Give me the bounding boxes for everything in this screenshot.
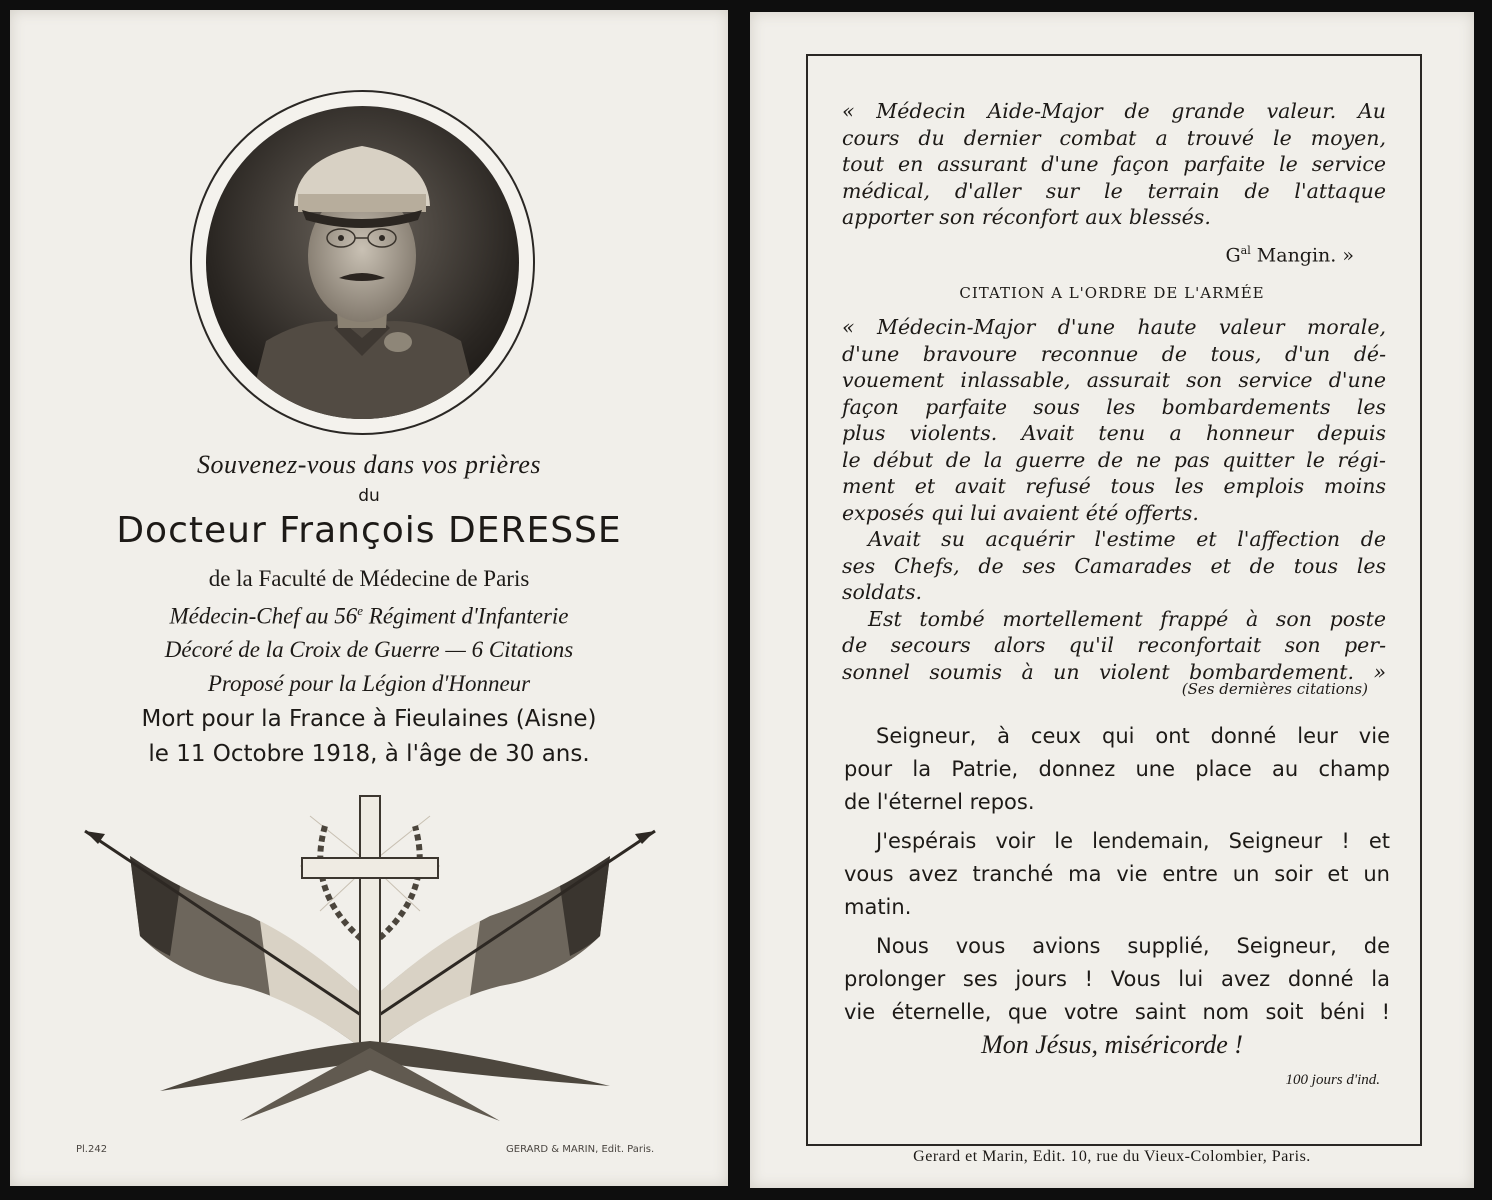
citation-line: plus violents. Avait tenu a honneur depuis — [842, 421, 1386, 445]
publisher-front: GERARD & MARIN, Edit. Paris. — [506, 1144, 655, 1155]
citation-line: « Médecin Aide-Major de grande valeur. Au — [842, 99, 1386, 123]
citation-line: « Médecin-Major d'une haute valeur morale, — [842, 315, 1386, 339]
citation-line: sonnel soumis à un violent bombardement. » — [842, 659, 1386, 684]
death-place-line: Mort pour la France à Fieulaines (Aisne) — [141, 706, 597, 732]
army-citation-heading: CITATION A L'ORDRE DE L'ARMÉE — [959, 284, 1265, 302]
citation-line: médical, d'aller sur le terrain de l'attaque — [842, 178, 1386, 203]
rank-line-suffix: Régiment d'Infanterie — [363, 603, 569, 629]
citation-line: ses Chefs, de ses Camarades et de tous les — [842, 553, 1386, 578]
citation-line: vouement inlassable, assurait son service d'une — [842, 368, 1386, 392]
citation-line: ment et avait refusé tous les emplois moins — [842, 474, 1386, 498]
indulgence-note: 100 jours d'ind. — [1285, 1072, 1380, 1088]
citation-line: cours du dernier combat a trouvé le moyen, — [842, 125, 1386, 150]
rank-line-sup: e — [357, 603, 364, 618]
citation-line: façon parfaite sous les bombardements les — [842, 394, 1386, 419]
citation-line: exposés qui lui avaient été offerts. — [842, 500, 1199, 525]
deceased-name: Docteur François DERESSE — [116, 510, 622, 551]
army-citation — [842, 314, 1386, 685]
plate-reference: Pl.242 — [76, 1144, 108, 1155]
invocation-line: Mon Jésus, miséricorde ! — [981, 1030, 1243, 1059]
cross-and-flags-emblem — [70, 786, 670, 1130]
prayer-line: vie éternelle, que votre saint nom soit béni ! — [844, 1000, 1390, 1024]
signature-prefix: G — [1225, 244, 1241, 267]
rank-line — [10, 603, 728, 630]
citation-attribution: (Ses dernières citations) — [1181, 680, 1368, 698]
publisher-back: Gerard et Marin, Edit. 10, rue du Vieux-Colombier, Paris. — [913, 1148, 1311, 1165]
prayer-line: de l'éternel repos. — [844, 790, 1035, 814]
prayer-paragraph-3 — [844, 930, 1390, 1029]
portrait-photo — [206, 106, 519, 419]
prayer-line: matin. — [844, 895, 912, 919]
mangin-citation — [842, 98, 1386, 231]
citation-signature — [750, 244, 1354, 266]
citation-line: soldats. — [842, 580, 923, 604]
rank-line-prefix: Médecin-Chef au 56 — [169, 603, 358, 629]
citation-line: de secours alors qu'il reconfortait son per- — [842, 633, 1386, 657]
memorial-card-back — [750, 12, 1474, 1188]
prayer-paragraph-1 — [844, 720, 1390, 819]
citation-line: d'une bravoure reconnue de tous, d'un dé- — [842, 341, 1386, 366]
citation-line: le début de la guerre de ne pas quitter le régi- — [842, 447, 1386, 472]
du-line: du — [358, 486, 380, 506]
decoration-line: Décoré de la Croix de Guerre — 6 Citations — [164, 637, 574, 662]
prayer-line: pour la Patrie, donnez une place au champ — [844, 757, 1390, 781]
portrait-frame — [190, 90, 535, 435]
prayer-paragraph-2 — [844, 825, 1390, 924]
citation-line: Est tombé mortellement frappé à son poste — [868, 606, 1386, 631]
citation-line: apporter son réconfort aux blessés. — [842, 205, 1211, 229]
memorial-card-front — [10, 10, 728, 1186]
citation-line: tout en assurant d'une façon parfaite le service — [842, 152, 1386, 176]
legion-line: Proposé pour la Légion d'Honneur — [207, 671, 531, 696]
citation-line: Avait su acquérir l'estime et l'affection de — [868, 527, 1386, 551]
prayer-line: Seigneur, à ceux qui ont donné leur vie — [876, 724, 1390, 748]
prayer-line: vous avez tranché ma vie entre un soir et un — [844, 862, 1390, 886]
prayer-line: Nous vous avions supplié, Seigneur, de — [876, 934, 1390, 958]
death-date-line: le 11 Octobre 1918, à l'âge de 30 ans. — [148, 741, 590, 767]
prayer-line: prolonger ses jours ! Vous lui avez donné la — [844, 967, 1390, 991]
prayer-line: J'espérais voir le lendemain, Seigneur ! et — [876, 829, 1390, 853]
signature-suffix: Mangin. » — [1250, 244, 1354, 267]
remembrance-line: Souvenez-vous dans vos prières — [196, 450, 542, 479]
faculty-line: de la Faculté de Médecine de Paris — [208, 566, 530, 591]
signature-sup: al — [1240, 244, 1251, 257]
